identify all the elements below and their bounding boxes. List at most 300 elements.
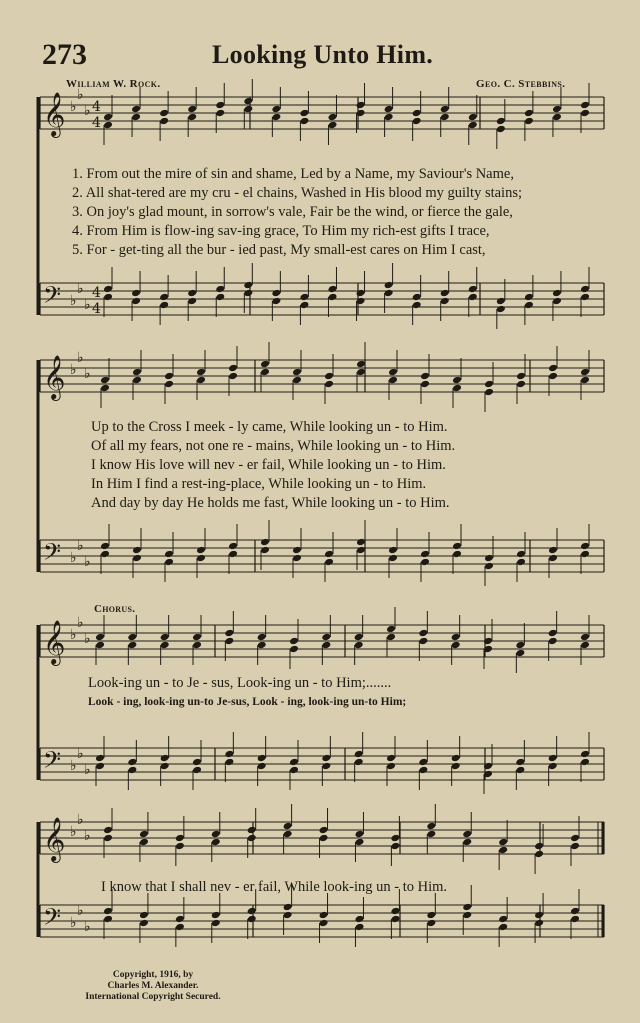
note-head — [390, 834, 400, 843]
note-head — [160, 754, 170, 763]
note-head — [289, 637, 299, 646]
note-head — [103, 826, 113, 835]
bass-clef-icon: 𝄢 — [43, 903, 62, 936]
note-head — [468, 293, 478, 302]
note-head — [211, 911, 221, 920]
note-head — [103, 121, 113, 130]
note-head — [484, 554, 494, 563]
note-head — [215, 285, 225, 294]
note-head — [175, 915, 185, 924]
verse-2-line-2: Of all my fears, not one re - mains, While looking un - to Him. — [91, 438, 456, 454]
note-head — [159, 117, 169, 126]
note-head — [224, 750, 234, 759]
note-head — [215, 101, 225, 110]
note-head — [127, 633, 137, 642]
verse-1-line-2: Up to the Cross I meek - ly came, While looking un - to Him. — [91, 419, 448, 435]
note-head — [243, 289, 253, 298]
note-head — [160, 641, 170, 650]
note-head — [228, 372, 238, 381]
note-head — [260, 546, 270, 555]
note-head — [452, 376, 462, 385]
note-head — [321, 762, 331, 771]
note-head — [534, 850, 544, 859]
flat-icon: ♭ — [70, 627, 77, 643]
verse-1-line-1: 1. From out the mire of sin and shame, Led by a Name, my Saviour's Name, — [72, 166, 514, 182]
note-head — [462, 838, 472, 847]
note-head — [175, 834, 185, 843]
verse-3-line-2: I know His love will nev - er fail, While looking un - to Him. — [91, 457, 446, 473]
author-credit: William W. Rock. — [66, 78, 161, 90]
note-head — [283, 903, 293, 912]
note-head — [327, 293, 337, 302]
note-head — [570, 834, 580, 843]
flat-icon: ♭ — [70, 550, 77, 566]
note-head — [354, 838, 364, 847]
note-head — [131, 113, 141, 122]
note-head — [386, 625, 396, 634]
note-head — [580, 285, 590, 294]
note-head — [462, 903, 472, 912]
note-head — [192, 766, 202, 775]
note-head — [580, 758, 590, 767]
note-head — [243, 281, 253, 290]
note-head — [580, 641, 590, 650]
note-head — [283, 911, 293, 920]
note-head — [548, 364, 558, 373]
note-head — [420, 550, 430, 559]
flat-icon: ♭ — [70, 362, 77, 378]
note-head — [580, 550, 590, 559]
note-head — [496, 305, 506, 314]
bass-clef-icon: 𝄢 — [43, 281, 62, 314]
note-head — [257, 641, 267, 650]
note-head — [260, 368, 270, 377]
flat-icon: ♭ — [70, 99, 77, 115]
note-head — [292, 368, 302, 377]
note-head — [580, 542, 590, 551]
note-head — [390, 915, 400, 924]
note-head — [496, 297, 506, 306]
note-head — [271, 297, 281, 306]
flat-icon: ♭ — [77, 281, 84, 297]
note-head — [211, 838, 221, 847]
time-signature: 4 — [92, 115, 101, 131]
note-head — [192, 641, 202, 650]
note-head — [139, 919, 149, 928]
note-head — [283, 830, 293, 839]
note-head — [524, 109, 534, 118]
note-head — [498, 915, 508, 924]
note-head — [196, 368, 206, 377]
flat-icon: ♭ — [77, 903, 84, 919]
note-head — [292, 554, 302, 563]
flat-icon: ♭ — [77, 746, 84, 762]
note-head — [548, 637, 558, 646]
note-head — [247, 915, 257, 924]
note-head — [496, 125, 506, 134]
note-head — [324, 380, 334, 389]
note-head — [224, 637, 234, 646]
note-head — [354, 641, 364, 650]
note-head — [164, 550, 174, 559]
flat-icon: ♭ — [70, 824, 77, 840]
chorus-lyric-line-1: Look-ing un - to Je - sus, Look-ing un - to Him;....... — [88, 675, 392, 691]
note-head — [289, 758, 299, 767]
note-head — [390, 842, 400, 851]
note-head — [103, 907, 113, 916]
note-head — [388, 554, 398, 563]
note-head — [552, 113, 562, 122]
note-head — [426, 911, 436, 920]
verse-4-line-2: In Him I find a rest-ing-place, While looking un - to Him. — [91, 476, 427, 492]
flat-icon: ♭ — [84, 762, 91, 778]
note-head — [451, 641, 461, 650]
note-head — [524, 117, 534, 126]
flat-icon: ♭ — [84, 828, 91, 844]
note-head — [420, 380, 430, 389]
note-head — [516, 550, 526, 559]
note-head — [388, 376, 398, 385]
hymn-title: Looking Unto Him. — [212, 40, 434, 69]
copyright-line-3: International Copyright Secured. — [85, 992, 221, 1002]
note-head — [324, 550, 334, 559]
note-head — [412, 293, 422, 302]
note-head — [468, 285, 478, 294]
note-head — [580, 109, 590, 118]
note-head — [580, 376, 590, 385]
treble-clef-icon: 𝄞 — [43, 817, 66, 861]
note-head — [260, 360, 270, 369]
note-head — [548, 762, 558, 771]
note-head — [384, 281, 394, 290]
bass-clef-icon: 𝄢 — [43, 746, 62, 779]
flat-icon: ♭ — [77, 538, 84, 554]
note-head — [516, 380, 526, 389]
note-head — [354, 830, 364, 839]
note-head — [524, 293, 534, 302]
note-head — [451, 754, 461, 763]
note-head — [175, 923, 185, 932]
note-head — [515, 766, 525, 775]
note-head — [418, 766, 428, 775]
note-head — [426, 830, 436, 839]
note-head — [552, 105, 562, 114]
note-head — [515, 641, 525, 650]
note-head — [570, 915, 580, 924]
note-head — [103, 293, 113, 302]
note-head — [187, 105, 197, 114]
note-head — [132, 546, 142, 555]
note-head — [103, 834, 113, 843]
copyright-line-1: Copyright, 1916, by — [112, 970, 194, 980]
note-head — [271, 289, 281, 298]
note-head — [354, 750, 364, 759]
note-head — [215, 109, 225, 118]
note-head — [228, 542, 238, 551]
note-head — [580, 101, 590, 110]
note-head — [160, 633, 170, 642]
note-head — [187, 113, 197, 122]
note-head — [418, 758, 428, 767]
flat-icon: ♭ — [84, 103, 91, 119]
note-head — [418, 637, 428, 646]
note-head — [319, 834, 329, 843]
note-head — [159, 293, 169, 302]
verse-5-line-2: And day by day He holds me fast, While looking un - to Him. — [91, 495, 450, 511]
note-head — [247, 907, 257, 916]
note-head — [192, 758, 202, 767]
copyright-line-2: Charles M. Alexander. — [107, 981, 199, 991]
verse-5-line-1: 5. For - get-ting all the bur - ied past, My small-est cares on Him I cast, — [72, 242, 486, 258]
note-head — [95, 641, 105, 650]
note-head — [131, 297, 141, 306]
note-head — [100, 542, 110, 551]
note-head — [420, 558, 430, 567]
note-head — [468, 113, 478, 122]
note-head — [412, 109, 422, 118]
note-head — [516, 372, 526, 381]
note-head — [319, 911, 329, 920]
note-head — [570, 842, 580, 851]
note-head — [498, 846, 508, 855]
note-head — [271, 105, 281, 114]
note-head — [164, 372, 174, 381]
flat-icon: ♭ — [84, 297, 91, 313]
note-head — [257, 633, 267, 642]
note-head — [440, 113, 450, 122]
note-head — [570, 907, 580, 916]
note-head — [420, 372, 430, 381]
note-head — [159, 301, 169, 310]
note-head — [164, 380, 174, 389]
note-head — [327, 121, 337, 130]
note-head — [103, 285, 113, 294]
note-head — [324, 372, 334, 381]
note-head — [132, 376, 142, 385]
flat-icon: ♭ — [77, 87, 84, 103]
note-head — [384, 289, 394, 298]
note-head — [440, 289, 450, 298]
note-head — [580, 750, 590, 759]
note-head — [132, 368, 142, 377]
time-signature: 4 — [92, 301, 101, 317]
note-head — [354, 633, 364, 642]
note-head — [127, 766, 137, 775]
note-head — [271, 113, 281, 122]
note-head — [187, 297, 197, 306]
flat-icon: ♭ — [77, 615, 84, 631]
note-head — [196, 554, 206, 563]
note-head — [192, 633, 202, 642]
note-head — [580, 368, 590, 377]
note-head — [100, 550, 110, 559]
note-head — [534, 842, 544, 851]
note-head — [552, 289, 562, 298]
note-head — [548, 754, 558, 763]
note-head — [548, 546, 558, 555]
note-head — [440, 297, 450, 306]
note-head — [127, 758, 137, 767]
note-head — [319, 919, 329, 928]
note-head — [548, 554, 558, 563]
note-head — [283, 822, 293, 831]
time-signature: 4 — [92, 285, 101, 301]
note-head — [426, 919, 436, 928]
note-head — [356, 109, 366, 118]
note-head — [257, 754, 267, 763]
note-head — [418, 629, 428, 638]
note-head — [159, 109, 169, 118]
note-head — [139, 911, 149, 920]
note-head — [412, 301, 422, 310]
verse-4-line-1: 4. From Him is flow-ing sav-ing grace, To Him my rich-est gifts I trace, — [72, 223, 490, 239]
flat-icon: ♭ — [84, 919, 91, 935]
note-head — [386, 633, 396, 642]
note-head — [103, 915, 113, 924]
time-signature: 4 — [92, 99, 101, 115]
note-head — [324, 558, 334, 567]
note-head — [534, 919, 544, 928]
note-head — [211, 830, 221, 839]
note-head — [451, 762, 461, 771]
note-head — [289, 766, 299, 775]
note-head — [552, 297, 562, 306]
flat-icon: ♭ — [84, 366, 91, 382]
note-head — [299, 117, 309, 126]
flat-icon: ♭ — [77, 812, 84, 828]
note-head — [356, 289, 366, 298]
flat-icon: ♭ — [84, 631, 91, 647]
note-head — [534, 911, 544, 920]
note-head — [354, 923, 364, 932]
treble-clef-icon: 𝄞 — [43, 620, 66, 664]
note-head — [484, 388, 494, 397]
flat-icon: ♭ — [70, 293, 77, 309]
treble-clef-icon: 𝄞 — [43, 355, 66, 399]
chorus-lyric-line-3: I know that I shall nev - er fail, While look-ing un - to Him. — [101, 879, 448, 895]
note-head — [243, 97, 253, 106]
note-head — [260, 538, 270, 547]
note-head — [452, 550, 462, 559]
note-head — [289, 645, 299, 654]
note-head — [515, 649, 525, 658]
note-head — [292, 376, 302, 385]
note-head — [299, 293, 309, 302]
note-head — [175, 842, 185, 851]
note-head — [211, 919, 221, 928]
note-head — [388, 546, 398, 555]
note-head — [462, 830, 472, 839]
note-head — [356, 101, 366, 110]
note-head — [321, 641, 331, 650]
note-head — [196, 546, 206, 555]
note-head — [321, 633, 331, 642]
note-head — [127, 641, 137, 650]
note-head — [580, 293, 590, 302]
note-head — [388, 368, 398, 377]
note-head — [327, 285, 337, 294]
note-head — [548, 629, 558, 638]
note-head — [580, 633, 590, 642]
note-head — [228, 364, 238, 373]
composer-credit: Geo. C. Stebbins. — [476, 78, 566, 90]
note-head — [131, 105, 141, 114]
note-head — [257, 762, 267, 771]
note-head — [247, 826, 257, 835]
note-head — [139, 830, 149, 839]
note-head — [132, 554, 142, 563]
note-head — [103, 113, 113, 122]
note-head — [139, 838, 149, 847]
treble-clef-icon: 𝄞 — [43, 92, 66, 136]
note-head — [440, 105, 450, 114]
note-head — [243, 105, 253, 114]
note-head — [228, 550, 238, 559]
chorus-label: Chorus. — [94, 603, 136, 615]
note-head — [384, 105, 394, 114]
note-head — [386, 762, 396, 771]
chorus-lyric-line-2: Look - ing, look-ing un-to Je-sus, Look - ing, look-ing un-to Him; — [88, 696, 407, 708]
flat-icon: ♭ — [70, 915, 77, 931]
note-head — [224, 758, 234, 767]
note-head — [100, 384, 110, 393]
note-head — [215, 293, 225, 302]
note-head — [321, 754, 331, 763]
flat-icon: ♭ — [77, 350, 84, 366]
note-head — [354, 758, 364, 767]
note-head — [412, 117, 422, 126]
note-head — [384, 113, 394, 122]
note-head — [187, 289, 197, 298]
note-head — [386, 754, 396, 763]
note-head — [131, 289, 141, 298]
note-head — [247, 834, 257, 843]
note-head — [498, 923, 508, 932]
note-head — [515, 758, 525, 767]
note-head — [299, 109, 309, 118]
note-head — [95, 633, 105, 642]
note-head — [100, 376, 110, 385]
note-head — [548, 372, 558, 381]
note-head — [95, 754, 105, 763]
note-head — [224, 629, 234, 638]
note-head — [319, 826, 329, 835]
note-head — [196, 376, 206, 385]
note-head — [95, 762, 105, 771]
note-head — [426, 822, 436, 831]
note-head — [356, 297, 366, 306]
note-head — [462, 911, 472, 920]
note-head — [484, 380, 494, 389]
note-head — [484, 562, 494, 571]
note-head — [498, 838, 508, 847]
note-head — [164, 558, 174, 567]
hymn-number: 273 — [42, 38, 87, 71]
note-head — [452, 384, 462, 393]
note-head — [354, 915, 364, 924]
note-head — [496, 117, 506, 126]
bass-clef-icon: 𝄢 — [43, 538, 62, 571]
note-head — [468, 121, 478, 130]
flat-icon: ♭ — [84, 554, 91, 570]
note-head — [524, 301, 534, 310]
verse-3-line-1: 3. On joy's glad mount, in sorrow's vale, Fair be the wind, or fierce the gale, — [72, 204, 513, 220]
note-head — [452, 542, 462, 551]
note-head — [299, 301, 309, 310]
note-head — [292, 546, 302, 555]
note-head — [327, 113, 337, 122]
note-head — [390, 907, 400, 916]
